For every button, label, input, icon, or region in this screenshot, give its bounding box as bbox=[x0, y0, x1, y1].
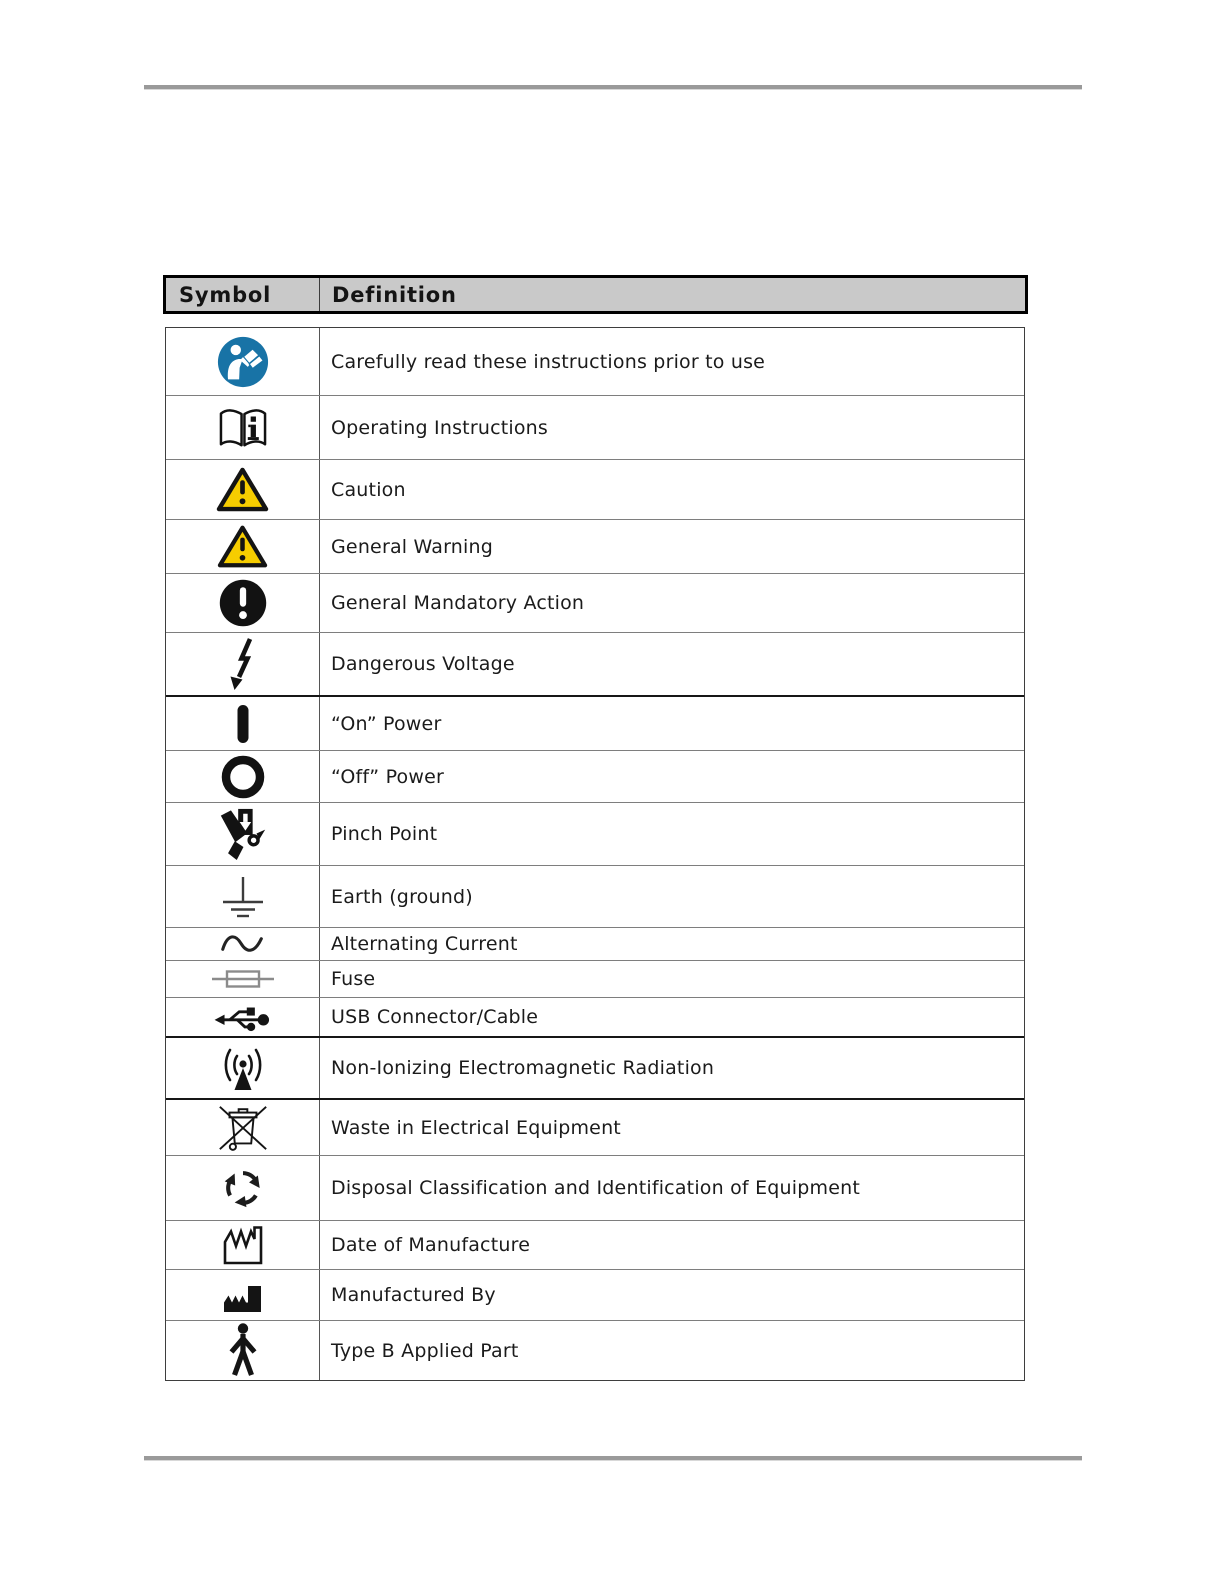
table-row bbox=[166, 460, 1024, 520]
definition-text: Operating Instructions bbox=[331, 416, 549, 439]
alternating-current-icon bbox=[218, 931, 268, 958]
table-row bbox=[166, 520, 1024, 574]
table-row bbox=[166, 1321, 1024, 1380]
table-row bbox=[166, 633, 1024, 697]
definition-text: Non-Ionizing Electromagnetic Radiation bbox=[331, 1057, 715, 1079]
definition-text: Alternating Current bbox=[331, 933, 518, 955]
definition-text: Disposal Classification and Identification of Equipment bbox=[331, 1177, 861, 1199]
definition-text: General Mandatory Action bbox=[331, 592, 585, 614]
definition-text: Pinch Point bbox=[331, 823, 438, 845]
read-instructions-icon bbox=[216, 335, 270, 389]
earth-ground-icon bbox=[220, 873, 266, 921]
symbol-cell bbox=[166, 520, 320, 573]
on-power-icon bbox=[235, 703, 251, 745]
symbol-cell bbox=[166, 751, 320, 802]
definition-cell bbox=[320, 961, 1024, 997]
non-ionizing-radiation-icon bbox=[214, 1043, 272, 1093]
caution-icon bbox=[214, 465, 271, 514]
table-row bbox=[166, 751, 1024, 803]
off-power-icon bbox=[220, 754, 266, 800]
symbol-cell bbox=[166, 633, 320, 695]
symbol-cell bbox=[166, 574, 320, 632]
header-cell-symbol: Symbol bbox=[166, 278, 320, 311]
usb-connector-icon bbox=[213, 999, 273, 1035]
pinch-point-icon bbox=[216, 806, 270, 862]
general-mandatory-action-icon bbox=[217, 577, 269, 629]
definition-cell bbox=[320, 998, 1024, 1036]
definition-text: Caution bbox=[331, 478, 406, 501]
definition-text: “Off” Power bbox=[331, 765, 445, 788]
symbol-cell bbox=[166, 328, 320, 395]
symbol-cell bbox=[166, 460, 320, 519]
table-row bbox=[166, 866, 1024, 928]
definition-cell bbox=[320, 803, 1024, 865]
definition-cell bbox=[320, 1100, 1024, 1155]
definition-text: “On” Power bbox=[331, 712, 442, 735]
definition-cell bbox=[320, 633, 1024, 695]
manufacturer-icon bbox=[220, 1276, 266, 1314]
definition-text: Type B Applied Part bbox=[331, 1339, 519, 1362]
date-of-manufacture-icon bbox=[220, 1223, 266, 1267]
definition-text: Date of Manufacture bbox=[331, 1234, 531, 1256]
symbol-cell bbox=[166, 1321, 320, 1380]
table-row bbox=[166, 396, 1024, 460]
symbol-cell bbox=[166, 866, 320, 927]
fuse-icon bbox=[212, 968, 274, 990]
symbol-cell bbox=[166, 1156, 320, 1220]
top-rule bbox=[144, 85, 1082, 90]
definition-cell bbox=[320, 697, 1024, 750]
table-row bbox=[166, 1156, 1024, 1221]
symbol-table bbox=[165, 327, 1025, 1381]
symbol-cell bbox=[166, 396, 320, 459]
definition-cell bbox=[320, 328, 1024, 395]
table-row bbox=[166, 328, 1024, 396]
definition-text: Earth (ground) bbox=[331, 885, 473, 908]
table-row bbox=[166, 803, 1024, 866]
dangerous-voltage-icon bbox=[228, 636, 258, 692]
definition-cell bbox=[320, 396, 1024, 459]
definition-text: General Warning bbox=[331, 535, 494, 558]
symbol-cell bbox=[166, 998, 320, 1036]
table-row bbox=[166, 697, 1024, 751]
definition-text: USB Connector/Cable bbox=[331, 1006, 539, 1028]
table-row bbox=[166, 1100, 1024, 1156]
symbol-cell bbox=[166, 803, 320, 865]
definition-text: Dangerous Voltage bbox=[331, 653, 515, 675]
table-row bbox=[166, 928, 1024, 961]
symbol-cell bbox=[166, 1221, 320, 1269]
definition-cell bbox=[320, 866, 1024, 927]
symbol-cell bbox=[166, 961, 320, 997]
definition-text: Fuse bbox=[331, 968, 376, 990]
general-warning-icon bbox=[215, 523, 270, 570]
definition-text: Waste in Electrical Equipment bbox=[331, 1116, 621, 1139]
definition-cell bbox=[320, 460, 1024, 519]
definition-cell bbox=[320, 1321, 1024, 1380]
definition-text: Manufactured By bbox=[331, 1284, 496, 1306]
weee-bin-icon bbox=[216, 1101, 270, 1155]
symbol-cell bbox=[166, 1038, 320, 1098]
table-row bbox=[166, 961, 1024, 998]
type-b-applied-part-icon bbox=[224, 1322, 262, 1379]
recycle-icon bbox=[217, 1162, 269, 1214]
bottom-rule bbox=[144, 1456, 1082, 1461]
header-cell-definition: Definition bbox=[332, 282, 457, 307]
symbol-cell bbox=[166, 1270, 320, 1320]
definition-cell bbox=[320, 751, 1024, 802]
table-row bbox=[166, 574, 1024, 633]
definition-cell bbox=[320, 1038, 1024, 1098]
definition-cell bbox=[320, 520, 1024, 573]
definition-cell bbox=[320, 574, 1024, 632]
table-row bbox=[166, 1221, 1024, 1270]
definition-text: Carefully read these instructions prior to use bbox=[331, 350, 766, 373]
symbol-table-header bbox=[163, 275, 1028, 314]
symbol-cell bbox=[166, 1100, 320, 1155]
table-row bbox=[166, 998, 1024, 1038]
table-row bbox=[166, 1270, 1024, 1321]
symbol-cell bbox=[166, 928, 320, 960]
symbol-cell bbox=[166, 697, 320, 750]
definition-cell bbox=[320, 928, 1024, 960]
definition-cell bbox=[320, 1156, 1024, 1220]
operating-instructions-icon bbox=[216, 405, 270, 451]
table-row bbox=[166, 1038, 1024, 1100]
definition-cell bbox=[320, 1221, 1024, 1269]
definition-cell bbox=[320, 1270, 1024, 1320]
